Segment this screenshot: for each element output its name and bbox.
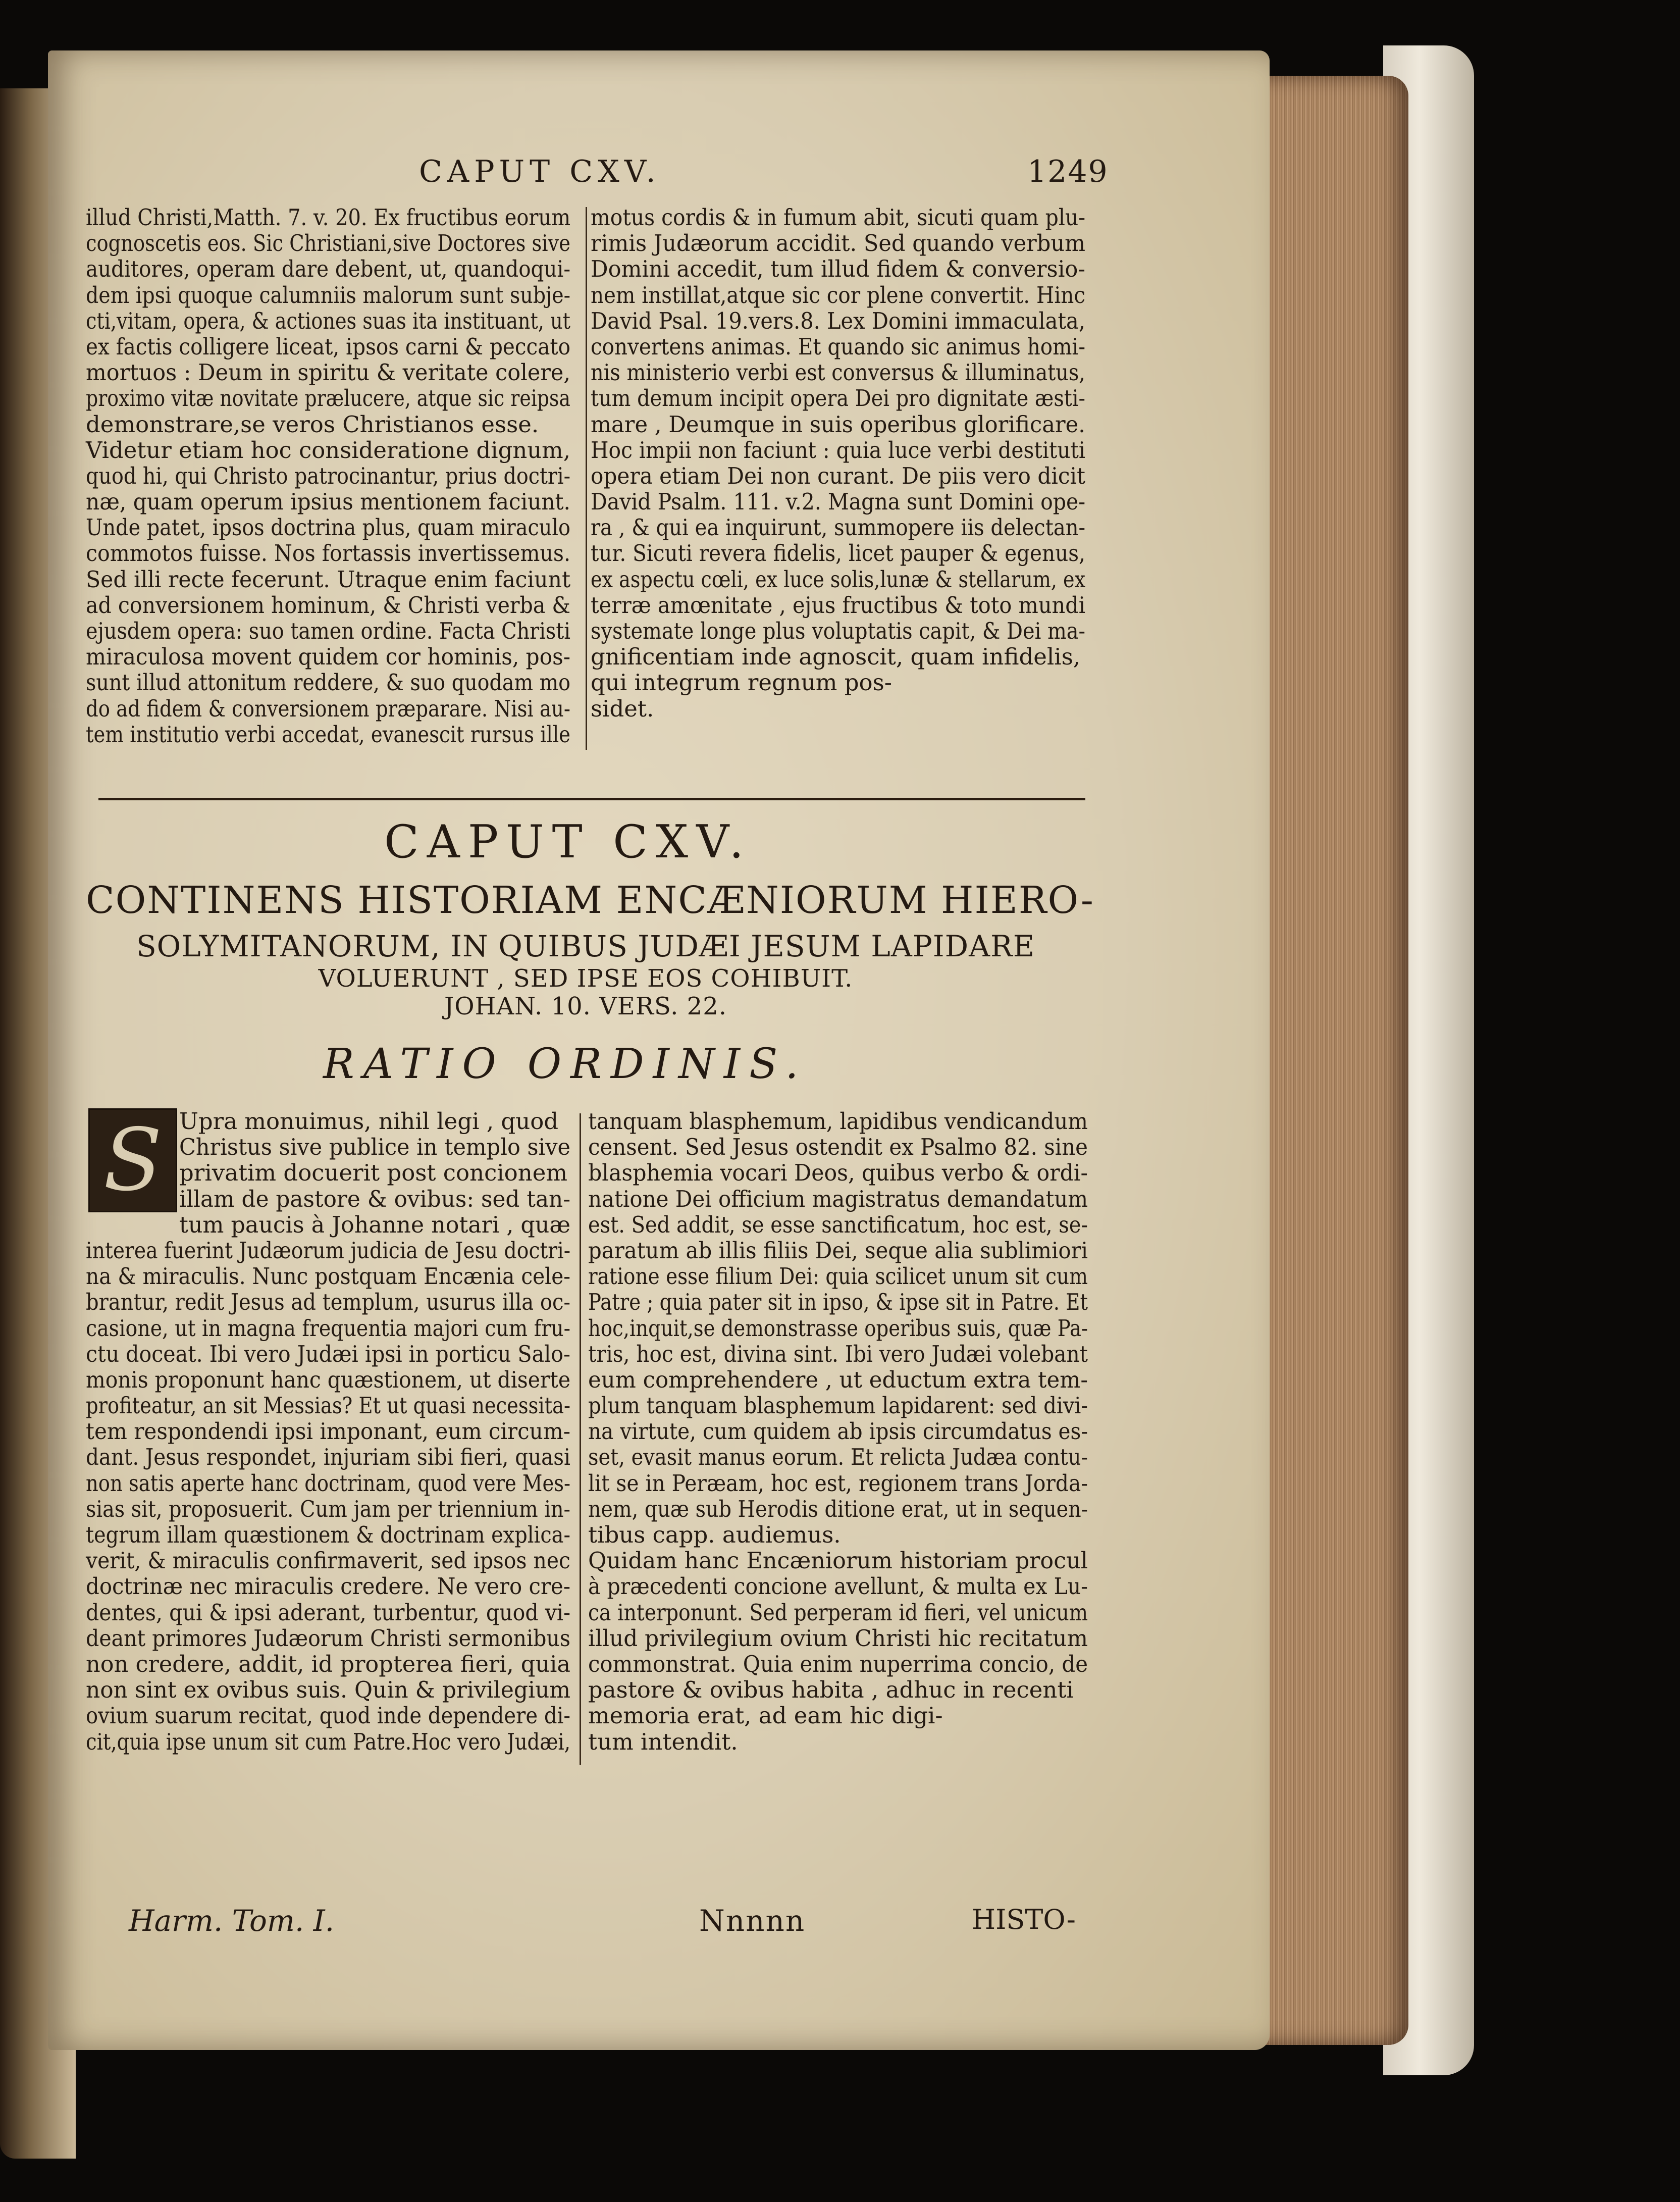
text-line: do ad fidem & conversionem præparare. Nisi au- (86, 695, 570, 722)
text-line: Quidam hanc Encæniorum historiam procul (588, 1547, 1088, 1574)
section-heading: RATIO ORDINIS. (323, 1040, 808, 1088)
chapter-subtitle-line-3: VOLUERUNT , SED IPSE EOS COHIBUIT. (318, 964, 853, 993)
text-line: Videtur etiam hoc consideratione dignum, (86, 436, 571, 464)
text-line: sias sit, proposuerit. Cum jam per triennium in- (86, 1495, 570, 1522)
text-line: motus cordis & in fumum abit, sicuti quam plu- (591, 204, 1086, 231)
text-line: sidet. (591, 695, 654, 722)
text-line: ctu doceat. Ibi vero Judæi ipsi in porticu Salo- (86, 1340, 570, 1367)
text-line: non sint ex ovibus suis. Quin & privilegium (86, 1676, 571, 1704)
text-line: memoria erat, ad eam hic digi- (588, 1702, 943, 1729)
page-number: 1249 (1027, 154, 1109, 189)
text-line: illud Christi,Matth. 7. v. 20. Ex fructibus eorum (86, 204, 571, 231)
text-line: tem respondendi ipsi imponant, eum circum- (86, 1418, 571, 1445)
text-line: commonstrat. Quia enim nuperrima concio, de (588, 1650, 1088, 1677)
text-line: ra , & qui ea inquirunt, summopere iis delectan- (591, 514, 1086, 541)
text-line: doctrinæ nec miraculis credere. Ne vero cre- (86, 1573, 570, 1600)
text-line: cognoscetis eos. Sic Christiani,sive Doctores sive (86, 230, 571, 257)
body-right-column (588, 1108, 1088, 1755)
text-line: à præcedenti concione avellunt, & multa ex Lu- (588, 1573, 1088, 1600)
text-line: ex factis colligere liceat, ipsos carni & peccato (86, 333, 571, 360)
text-line: tris, hoc est, divina sint. Ibi vero Judæi volebant (588, 1340, 1088, 1367)
text-line: deant primores Judæorum Christi sermonibus (86, 1624, 570, 1652)
text-line: commotos fuisse. Nos fortassis invertissemus. (86, 540, 571, 567)
text-line: næ, quam operum ipsius mentionem faciunt. (86, 488, 570, 516)
text-line: tem institutio verbi accedat, evanescit rursus ille (86, 721, 571, 748)
text-line: set, evasit manus eorum. Et relicta Judæa contu- (588, 1444, 1088, 1471)
text-line: ratione esse filium Dei: quia scilicet unum sit cum (588, 1263, 1088, 1290)
text-line: miraculosa movent quidem cor hominis, pos- (86, 643, 571, 671)
text-line: convertens animas. Et quando sic animus homi- (591, 333, 1086, 360)
top-right-column (591, 204, 1085, 722)
text-line: mare , Deumque in suis operibus glorificare. (591, 411, 1086, 438)
text-line: David Psalm. 111. v.2. Magna sunt Domini ope- (591, 488, 1086, 516)
text-line: terræ amœnitate , ejus fructibus & toto mundi (591, 591, 1086, 619)
text-line: mortuos : Deum in spiritu & veritate colere, (86, 359, 571, 386)
text-line: ca interponunt. Sed perperam id fieri, vel unicum (588, 1599, 1088, 1626)
text-line: rimis Judæorum accidit. Sed quando verbum (591, 230, 1086, 257)
text-line: Upra monuimus, nihil legi , quod (179, 1108, 559, 1135)
text-line: Domini accedit, tum illud fidem & conversio- (591, 255, 1085, 283)
text-line: gnificentiam inde agnoscit, quam infidelis, (591, 643, 1081, 671)
text-line: qui integrum regnum pos- (591, 669, 892, 696)
text-line: plum tanquam blasphemum lapidarent: sed divi- (588, 1392, 1088, 1419)
text-line: ejusdem opera: suo tamen ordine. Facta Christi (86, 618, 570, 644)
text-line: nem instillat,atque sic cor plene convertit. Hinc (591, 281, 1085, 309)
text-line: illam de pastore & ovibus: sed tan- (179, 1185, 571, 1212)
text-line: na virtute, cum quidem ab ipsis circumdatus es- (588, 1418, 1088, 1445)
text-line: dant. Jesus respondet, injuriam sibi fieri, quasi (86, 1444, 570, 1471)
chapter-separator-rule (98, 798, 1085, 800)
chapter-title: CAPUT CXV. (384, 815, 752, 868)
running-head-title: CAPUT CXV. (419, 154, 661, 189)
text-line: hoc,inquit,se demonstrasse operibus suis, quæ Pa- (588, 1314, 1088, 1342)
text-line: dentes, qui & ipsi aderant, turbentur, quod vi- (86, 1599, 570, 1626)
text-line: profiteatur, an sit Messias? Et ut quasi necessita- (86, 1392, 571, 1419)
text-line: privatim docuerit post concionem (179, 1159, 568, 1187)
text-line: cti,vitam, opera, & actiones suas ita instituant, ut (86, 307, 570, 334)
text-line: demonstrare,se veros Christianos esse. (86, 411, 539, 438)
chapter-reference: JOHAN. 10. VERS. 22. (444, 992, 727, 1020)
text-line: censent. Sed Jesus ostendit ex Psalmo 82. sine (588, 1134, 1088, 1161)
text-line: tibus capp. audiemus. (588, 1521, 841, 1548)
text-line: Christus sive publice in templo sive (179, 1134, 571, 1161)
chapter-subtitle-line-1: CONTINENS HISTORIAM ENCÆNIORUM HIERO- (86, 879, 1094, 922)
text-line: natione Dei officium magistratus demandatum (588, 1185, 1088, 1212)
text-line: verit, & miraculis confirmaverit, sed ipsos nec (86, 1547, 570, 1574)
text-line: est. Sed addit, se esse sanctificatum, hoc est, se- (588, 1211, 1088, 1238)
text-line: dem ipsi quoque calumniis malorum sunt subje- (86, 281, 571, 309)
text-line: blasphemia vocari Deos, quibus verbo & ordi- (588, 1159, 1088, 1187)
text-line: tegrum illam quæstionem & doctrinam explica- (86, 1521, 570, 1548)
text-line: eum comprehendere , ut eductum extra tem- (588, 1366, 1088, 1393)
text-line: casione, ut in magna frequentia majori cum fru- (86, 1314, 570, 1342)
text-line: tum paucis à Johanne notari , quæ (179, 1211, 571, 1238)
text-line: paratum ab illis filiis Dei, seque alia sublimiori (588, 1237, 1088, 1264)
text-line: ex aspectu cœli, ex luce solis,lunæ & stellarum, ex (591, 566, 1086, 593)
text-line: ad conversionem hominum, & Christi verba & (86, 591, 570, 619)
text-line: systemate longe plus voluptatis capit, & Dei ma- (591, 618, 1086, 644)
text-line: brantur, redit Jesus ad templum, usurus illa oc- (86, 1289, 570, 1316)
text-line: David Psal. 19.vers.8. Lex Domini immaculata, (591, 307, 1085, 334)
text-line: sunt illud attonitum reddere, & suo quodam mo (86, 669, 571, 696)
text-line: lit se in Peræam, hoc est, regionem trans Jorda- (588, 1469, 1088, 1497)
text-line: quod hi, qui Christo patrocinantur, prius doctri- (86, 462, 571, 489)
text-line: illud privilegium ovium Christi hic recitatum (588, 1624, 1088, 1652)
text-line: interea fuerint Judæorum judicia de Jesu doctri- (86, 1237, 571, 1264)
text-line: tur. Sicuti revera fidelis, licet pauper & egenus, (591, 540, 1085, 567)
column-rule-body (580, 1113, 581, 1765)
text-line: tanquam blasphemum, lapidibus vendicandum (588, 1108, 1088, 1135)
footer-signature-mark: Nnnnn (699, 1904, 806, 1938)
drop-cap: S (88, 1108, 177, 1212)
text-line: na & miraculis. Nunc postquam Encænia cele- (86, 1263, 571, 1290)
text-line: pastore & ovibus habita , adhuc in recenti (588, 1676, 1074, 1704)
text-line: monis proponunt hanc quæstionem, ut diserte (86, 1366, 571, 1393)
text-line: Patre ; quia pater sit in ipso, & ipse sit in Patre. Et (588, 1289, 1088, 1316)
footer-catchword: HISTO- (972, 1904, 1076, 1935)
text-line: Sed illi recte fecerunt. Utraque enim faciunt (86, 566, 571, 593)
text-line: nis ministerio verbi est conversus & illuminatus, (591, 359, 1085, 386)
top-left-column (86, 204, 570, 747)
footer-signature-volume: Harm. Tom. I. (129, 1904, 335, 1938)
text-line: non credere, addit, id propterea fieri, quia (86, 1650, 570, 1677)
text-line: Unde patet, ipsos doctrina plus, quam miraculo (86, 514, 571, 541)
text-line: cit,quia ipse unum sit cum Patre.Hoc vero Judæi, (86, 1728, 571, 1755)
text-line: auditores, operam dare debent, ut, quandoqui- (86, 255, 571, 283)
text-line: Hoc impii non faciunt : quia luce verbi destituti (591, 436, 1085, 464)
text-line: tum demum incipit opera Dei pro dignitate æsti- (591, 385, 1085, 412)
text-line: proximo vitæ novitate prælucere, atque sic reipsa (86, 385, 570, 412)
text-line: tum intendit. (588, 1728, 738, 1755)
column-rule-top (586, 207, 587, 750)
text-line: opera etiam Dei non curant. De piis vero dicit (591, 462, 1086, 489)
body-left-column (86, 1108, 570, 1755)
chapter-subtitle-line-2: SOLYMITANORUM, IN QUIBUS JUDÆI JESUM LAPIDARE (136, 929, 1035, 963)
text-line: ovium suarum recitat, quod inde dependere di- (86, 1702, 570, 1729)
text-line: nem, quæ sub Herodis ditione erat, ut in sequen- (588, 1495, 1088, 1522)
text-line: non satis aperte hanc doctrinam, quod vere Mes- (86, 1469, 571, 1497)
